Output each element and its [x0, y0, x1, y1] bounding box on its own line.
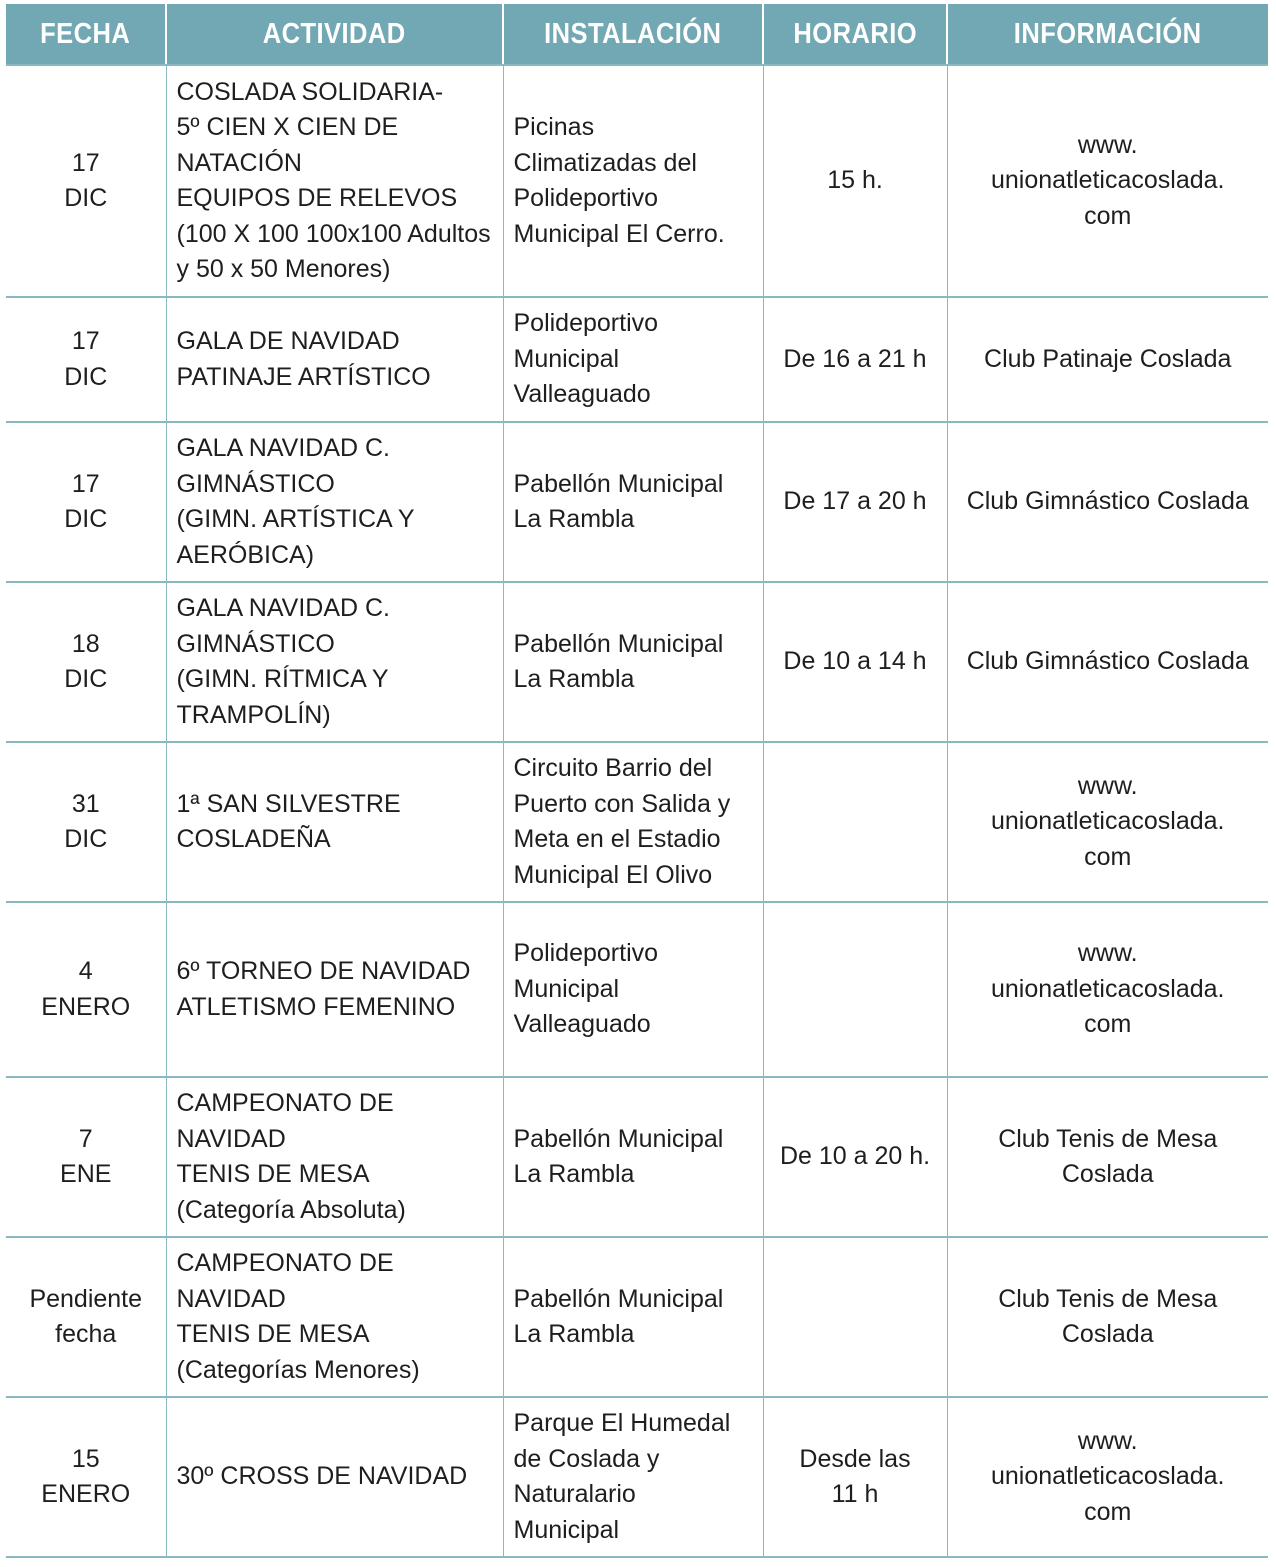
- table-row: [6, 582, 1268, 742]
- cell-informacion: www. unionatleticacoslada. com: [947, 1397, 1268, 1557]
- table-row: [6, 422, 1268, 582]
- cell-actividad: COSLADA SOLIDARIA- 5º CIEN X CIEN DE NATACIÓN EQUIPOS DE RELEVOS (100 X 100 100x100 Adultos y 50 x 50 Menores): [166, 65, 503, 297]
- cell-fecha: 18 DIC: [6, 582, 166, 742]
- table-row: [6, 1237, 1268, 1397]
- cell-fecha: 15 ENERO: [6, 1397, 166, 1557]
- cell-horario: De 17 a 20 h: [763, 422, 947, 582]
- cell-actividad: GALA NAVIDAD C. GIMNÁSTICO (GIMN. ARTÍSTICA Y AERÓBICA): [166, 422, 503, 582]
- cell-instalacion: Pabellón Municipal La Rambla: [503, 1237, 763, 1397]
- cell-horario: De 10 a 14 h: [763, 582, 947, 742]
- table-row: [6, 742, 1268, 902]
- cell-informacion: www. unionatleticacoslada. com: [947, 742, 1268, 902]
- cell-actividad: 1ª SAN SILVESTRE COSLADEÑA: [166, 742, 503, 902]
- header-instalacion: INSTALACIÓN: [503, 4, 763, 65]
- cell-horario: Desde las 11 h: [763, 1397, 947, 1557]
- cell-actividad: CAMPEONATO DE NAVIDAD TENIS DE MESA (Categorías Menores): [166, 1237, 503, 1397]
- table-row: [6, 65, 1268, 297]
- header-fecha: FECHA: [6, 4, 166, 65]
- cell-instalacion: Pabellón Municipal La Rambla: [503, 422, 763, 582]
- cell-instalacion: Pabellón Municipal La Rambla: [503, 1077, 763, 1237]
- cell-instalacion: Polideportivo Municipal Valleaguado: [503, 902, 763, 1077]
- cell-instalacion: Polideportivo Municipal Valleaguado: [503, 297, 763, 422]
- cell-fecha: 4 ENERO: [6, 902, 166, 1077]
- cell-fecha: 31 DIC: [6, 742, 166, 902]
- cell-horario: De 16 a 21 h: [763, 297, 947, 422]
- cell-horario: [763, 742, 947, 902]
- cell-actividad: GALA NAVIDAD C. GIMNÁSTICO (GIMN. RÍTMICA Y TRAMPOLÍN): [166, 582, 503, 742]
- cell-horario: [763, 902, 947, 1077]
- cell-actividad: 30º CROSS DE NAVIDAD: [166, 1397, 503, 1557]
- cell-informacion: www. unionatleticacoslada. com: [947, 902, 1268, 1077]
- cell-informacion: www. unionatleticacoslada. com: [947, 65, 1268, 297]
- schedule-table: [6, 4, 1268, 1558]
- header-horario: HORARIO: [763, 4, 947, 65]
- cell-informacion: Club Patinaje Coslada: [947, 297, 1268, 422]
- header-informacion: INFORMACIÓN: [947, 4, 1268, 65]
- cell-actividad: GALA DE NAVIDAD PATINAJE ARTÍSTICO: [166, 297, 503, 422]
- table-header: [6, 4, 1268, 65]
- cell-fecha: 7 ENE: [6, 1077, 166, 1237]
- cell-horario: De 10 a 20 h.: [763, 1077, 947, 1237]
- cell-instalacion: Circuito Barrio del Puerto con Salida y Meta en el Estadio Municipal El Olivo: [503, 742, 763, 902]
- cell-fecha: 17 DIC: [6, 65, 166, 297]
- table-row: [6, 1397, 1268, 1557]
- cell-instalacion: Picinas Climatizadas del Polideportivo Municipal El Cerro.: [503, 65, 763, 297]
- cell-instalacion: Pabellón Municipal La Rambla: [503, 582, 763, 742]
- header-row: [6, 4, 1268, 65]
- header-actividad: ACTIVIDAD: [166, 4, 503, 65]
- table-row: [6, 902, 1268, 1077]
- table-row: [6, 1077, 1268, 1237]
- cell-informacion: Club Tenis de Mesa Coslada: [947, 1077, 1268, 1237]
- table-body: [6, 65, 1268, 1557]
- cell-actividad: 6º TORNEO DE NAVIDAD ATLETISMO FEMENINO: [166, 902, 503, 1077]
- cell-informacion: Club Gimnástico Coslada: [947, 422, 1268, 582]
- cell-informacion: Club Tenis de Mesa Coslada: [947, 1237, 1268, 1397]
- cell-horario: [763, 1237, 947, 1397]
- cell-fecha: 17 DIC: [6, 297, 166, 422]
- table-row: [6, 297, 1268, 422]
- cell-actividad: CAMPEONATO DE NAVIDAD TENIS DE MESA (Categoría Absoluta): [166, 1077, 503, 1237]
- cell-informacion: Club Gimnástico Coslada: [947, 582, 1268, 742]
- cell-horario: 15 h.: [763, 65, 947, 297]
- cell-fecha: 17 DIC: [6, 422, 166, 582]
- cell-instalacion: Parque El Humedal de Coslada y Naturalario Municipal: [503, 1397, 763, 1557]
- cell-fecha: Pendiente fecha: [6, 1237, 166, 1397]
